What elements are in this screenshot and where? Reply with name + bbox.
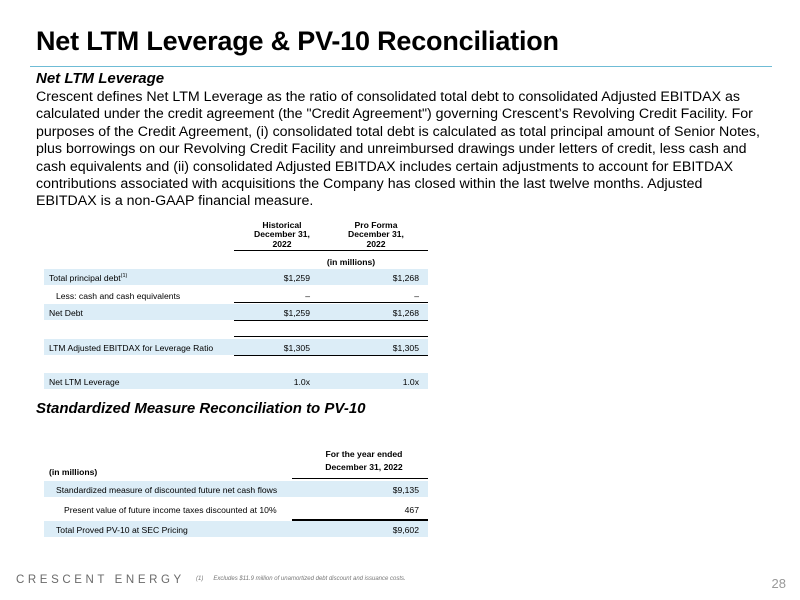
pro-forma-value: $1,268 xyxy=(392,308,419,318)
col-header-line: December 31, xyxy=(348,229,404,240)
col-header-line: Historical xyxy=(262,220,302,230)
col-header-line: Pro Forma xyxy=(354,220,398,230)
col-header-line: 2022 xyxy=(366,238,386,249)
row-rule xyxy=(234,302,428,303)
row-rule xyxy=(234,355,428,356)
table-row xyxy=(44,373,428,389)
row-label: Net LTM Leverage xyxy=(49,377,120,387)
title-divider xyxy=(30,66,772,67)
units-label: (in millions) xyxy=(326,257,376,267)
col-header-line: December 31, 2022 xyxy=(325,462,403,472)
header-rule xyxy=(292,478,428,479)
historical-value: – xyxy=(305,291,310,301)
net-ltm-leverage-paragraph: Crescent defines Net LTM Leverage as the ratio of consolidated total debt to consolidated Adjusted EBITDAX as calculated under the credit agreement (the "Credit Agreement") governing Crescent’s Revolving Credit Facility. For purposes of the Credit Agreement, (i) consolidated total debt is calculated as total principal amount of Senior Notes, plus borrowings on our Revolving Credit Facility and unreimbursed drawings under letters of credit, less cash and cash equivalents and (ii) consolidated Adjusted EBITDAX includes certain adjustments to account for EBITDAX contributions associated with acquisitions the Company has closed within the last twelve months. Adjusted EBITDAX is a non-GAAP financial measure. xyxy=(36,89,760,210)
row-rule xyxy=(234,320,428,321)
table-row xyxy=(44,339,428,355)
net-ltm-leverage-table xyxy=(44,216,428,394)
row-value: $9,135 xyxy=(392,485,419,495)
historical-value: $1,305 xyxy=(283,343,310,353)
table-row xyxy=(44,521,428,537)
footnote-mark: (1) xyxy=(196,576,204,582)
table-row xyxy=(44,481,428,497)
row-label: Total principal debt$^{(1)}$ xyxy=(49,273,128,283)
pv10-heading: Standardized Measure Reconciliation to PV-10 xyxy=(36,400,366,417)
footnote xyxy=(196,576,406,582)
pro-forma-value: – xyxy=(414,291,419,301)
pv10-reconciliation-table xyxy=(44,446,428,541)
table-row xyxy=(44,501,428,517)
col-header-line: For the year ended xyxy=(325,449,403,459)
historical-value: $1,259 xyxy=(283,273,310,283)
col-header-line: December 31, xyxy=(254,229,310,240)
historical-value: $1,259 xyxy=(283,308,310,318)
year-ended-column-header xyxy=(314,448,414,474)
historical-value: 1.0x xyxy=(293,377,310,387)
pro-forma-column-header xyxy=(331,221,421,249)
historical-column-header xyxy=(237,221,327,249)
row-label: Total Proved PV-10 at SEC Pricing xyxy=(56,525,188,535)
page-number: 28 xyxy=(771,576,786,591)
row-label: Standardized measure of discounted future net cash flows xyxy=(56,485,278,495)
row-label: Present value of future income taxes discounted at 10% xyxy=(64,505,277,515)
row-label: Less: cash and cash equivalents xyxy=(56,291,181,301)
table-row xyxy=(44,287,428,303)
footnote-text: Excludes $11.9 million of unamortized debt discount and issuance costs. xyxy=(213,576,406,582)
table-row xyxy=(44,304,428,320)
pro-forma-value: 1.0x xyxy=(402,377,419,387)
row-label: Net Debt xyxy=(49,308,83,318)
units-label: (in millions) xyxy=(49,467,98,477)
section-rule xyxy=(234,336,428,337)
row-value: $9,602 xyxy=(392,525,419,535)
table-row xyxy=(44,269,428,285)
col-header-line: 2022 xyxy=(272,238,292,249)
pro-forma-value: $1,268 xyxy=(392,273,419,283)
company-logo-text: CRESCENT ENERGY xyxy=(16,574,185,586)
row-label: LTM Adjusted EBITDAX for Leverage Ratio xyxy=(49,343,214,353)
page-title: Net LTM Leverage & PV-10 Reconciliation xyxy=(36,26,559,56)
header-rule xyxy=(234,250,428,251)
row-value: 467 xyxy=(404,505,419,515)
net-ltm-leverage-heading: Net LTM Leverage xyxy=(36,70,165,87)
pro-forma-value: $1,305 xyxy=(392,343,419,353)
